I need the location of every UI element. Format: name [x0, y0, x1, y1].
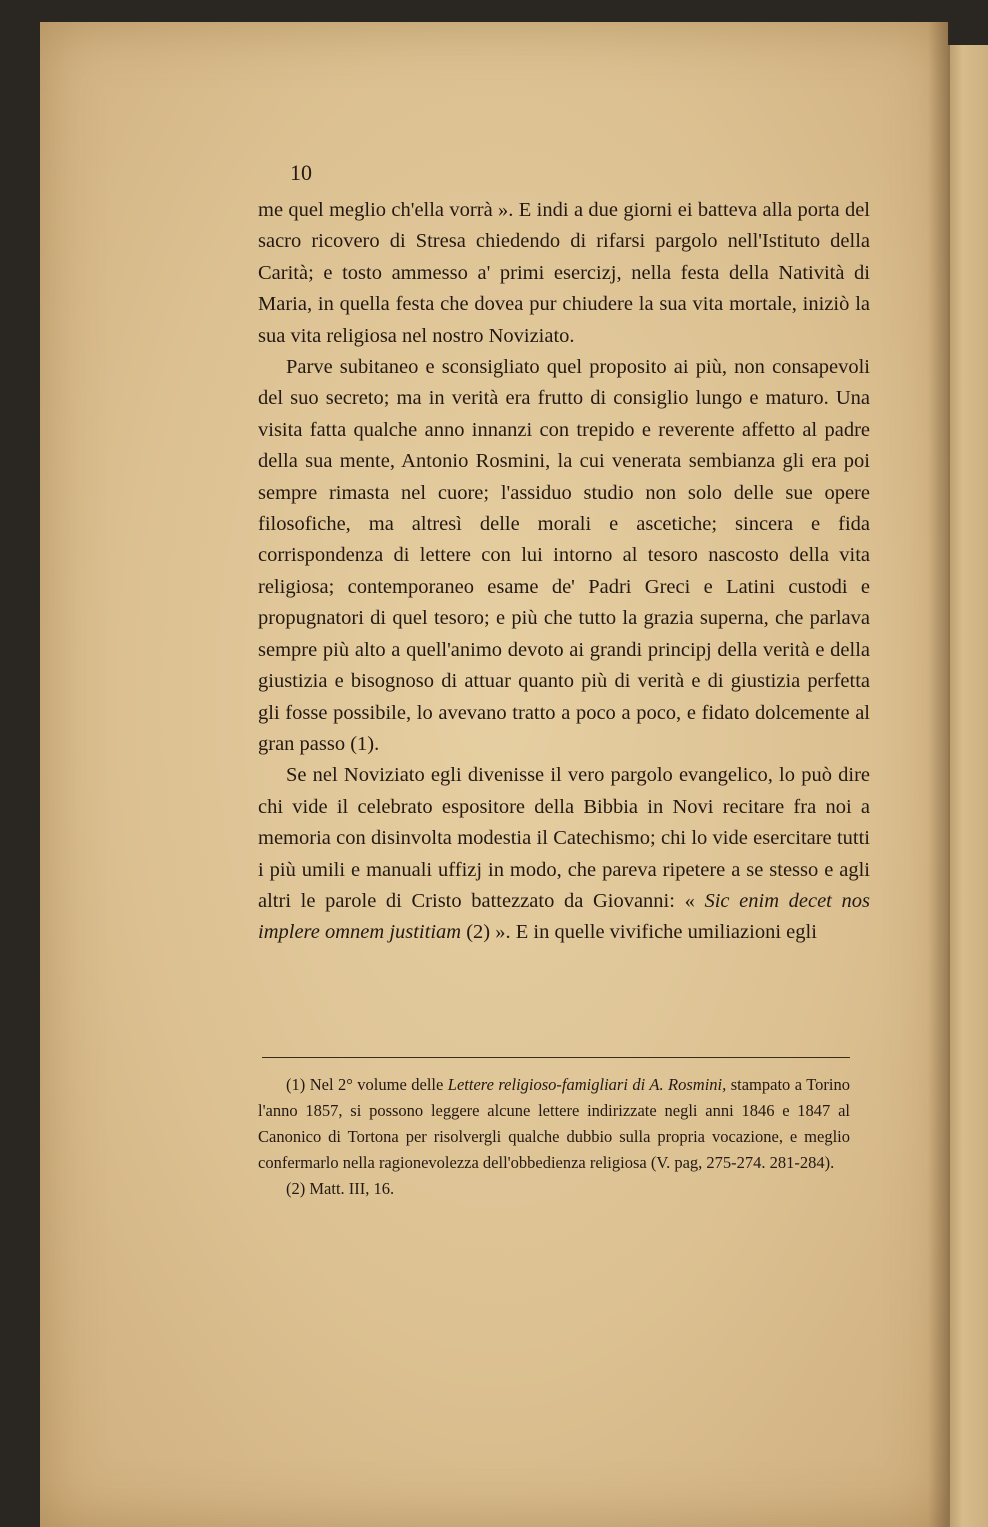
- footnote-1-book-title: Lettere religioso-famigliari di A. Rosmini,: [447, 1075, 727, 1094]
- footnote-1-rest: stampato a Torino l'anno 1857, si possono leggere alcune lettere indirizzate negli anni 1846 e 1847 al Canonico di Tortona per risolvergli qualche dubbio sulla propria vocazione, e meglio confermarlo nella ragionevolezza dell'obbedienza religiosa (V. pag, 275-274. 281-284).: [258, 1075, 851, 1172]
- footnotes: [258, 1072, 850, 1202]
- paragraph-2: Parve subitaneo e sconsigliato quel proposito ai più, non consapevoli del suo secreto; ma in verità era frutto di consiglio lungo e maturo. Una visita fatta qualche anno innanzi con trepido e reverente affetto al padre della sua mente, Antonio Rosmini, la cui venerata sembianza gli era poi sempre rimasta nel cuore; l'assiduo studio non solo delle sue opere filosofiche, ma altresì delle morali e ascetiche; sincera e fida corrispondenza di lettere con lui intorno al tesoro nascosto della vita religiosa; contemporaneo esame de' Padri Greci e Latini custodi e propugnatori di quel tesoro; e più che tutto la grazia superna, che parlava sempre più alto a quell'animo devoto ai grandi principj della verità e della giustizia e bisognoso di attuar quanto più di verità e di giustizia perfetta gli fosse possibile, lo avevano tratto a poco a poco, e fidato dolcemente al gran passo (1).: [258, 356, 870, 755]
- paragraph-3-end: (2) ». E in quelle vivifiche umiliazioni egli: [461, 921, 817, 944]
- body-text: [258, 195, 870, 949]
- paragraph-1: me quel meglio ch'ella vorrà ». E indi a due giorni ei batteva alla porta del sacro ricovero di Stresa chiedendo di rifarsi pargolo nell'Istituto della Carità; e tosto ammesso a' primi esercizj, nella festa della Natività di Maria, in quella festa che dovea pur chiudere la sua vita mortale, iniziò la sua vita religiosa nel nostro Noviziato.: [258, 199, 870, 347]
- paragraph-3-text: Se nel Noviziato egli divenisse il vero pargolo evangelico, lo può dire chi vide il celebrato espositore della Bibbia in Novi recitare fra noi a memoria con disinvolta modestia il Catechismo; chi lo vide esercitare tutti i più umili e manuali uffizj in modo, che pareva ripetere a se stesso e agli altri le parole di Cristo battezzato da Giovanni: «: [258, 764, 870, 912]
- footnote-1: [258, 1072, 850, 1176]
- adjacent-page-edge: [946, 45, 988, 1527]
- footnote-1-text: (1) Nel 2° volume delle: [286, 1075, 448, 1094]
- paragraph-3: [258, 760, 870, 948]
- footnote-2: (2) Matt. III, 16.: [286, 1179, 395, 1198]
- page-gutter-shadow: [928, 22, 950, 1527]
- page-number: 10: [290, 160, 312, 185]
- latin-quotation: Sic enim decet nos implere omnem justitiam: [258, 889, 870, 944]
- footnote-divider: [262, 1057, 850, 1058]
